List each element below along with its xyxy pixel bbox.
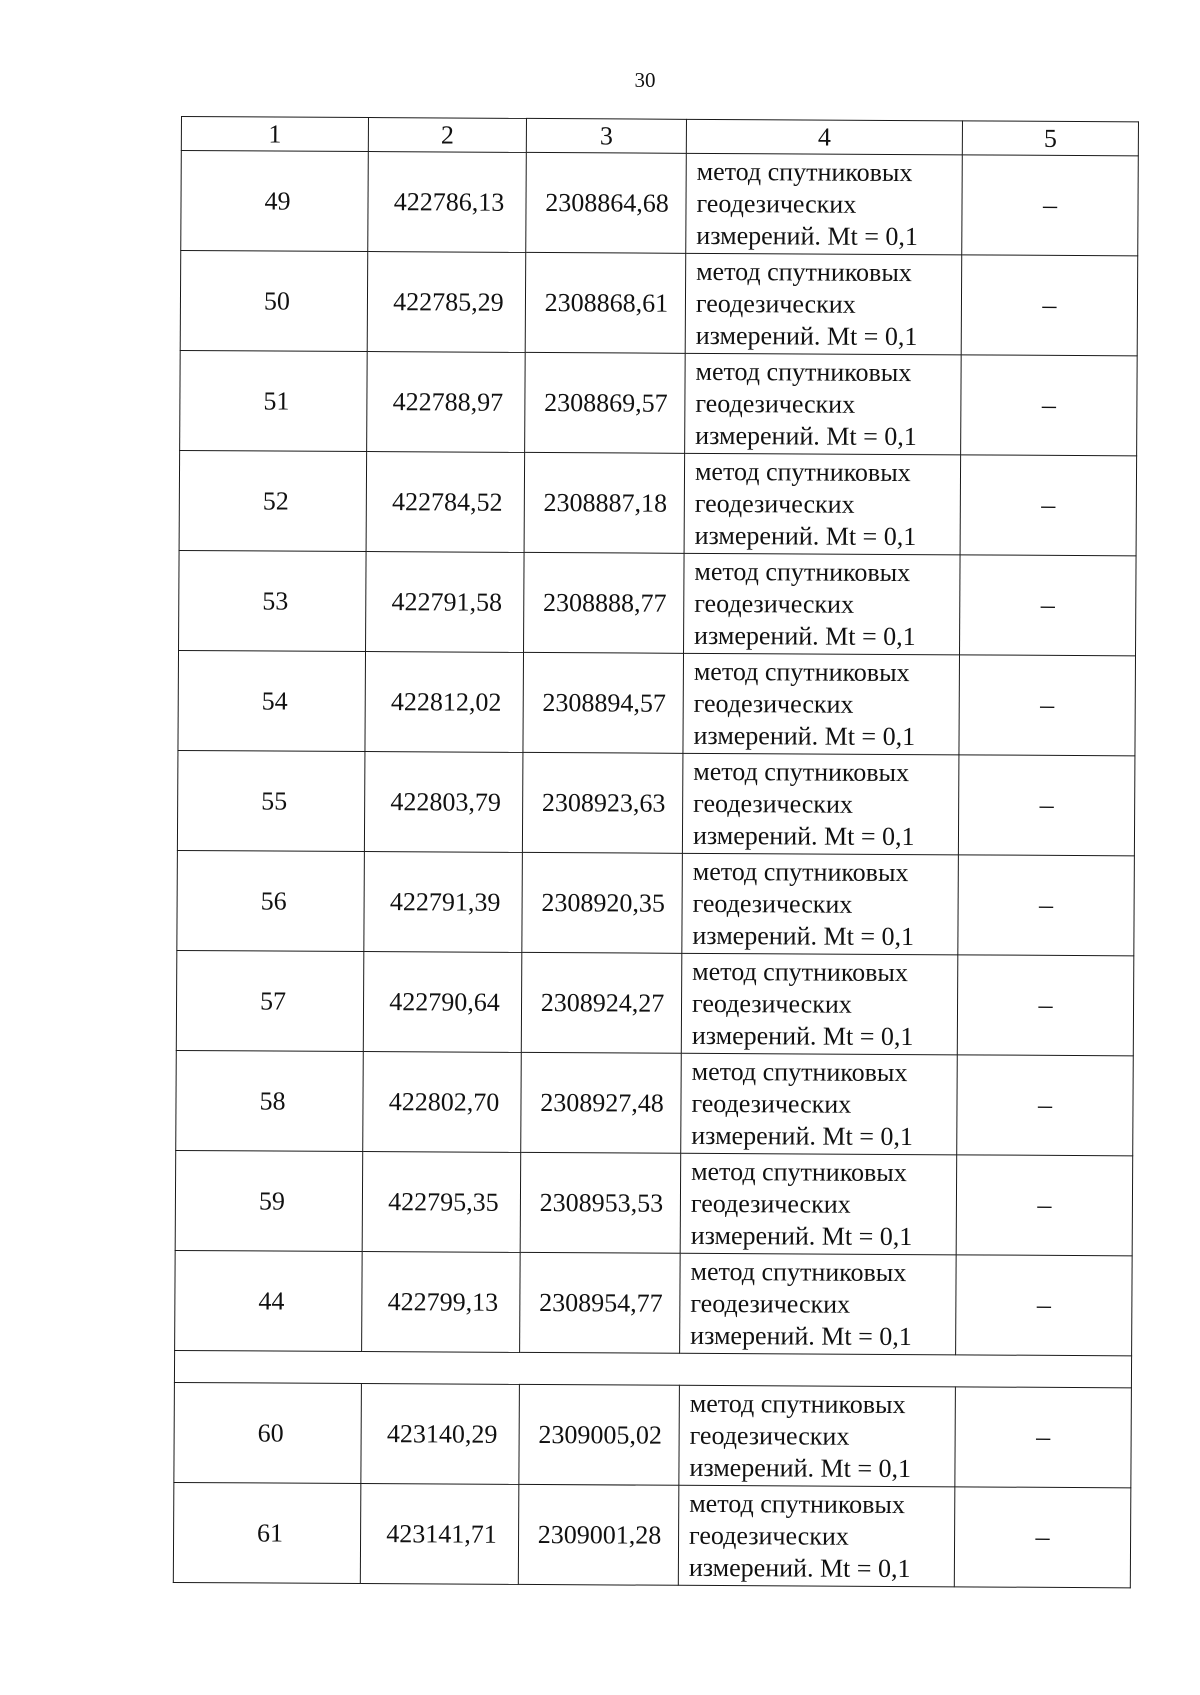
coordinate-x-cell: 422791,39 [364, 852, 523, 953]
method-line: измерений. Mt = 0,1 [693, 720, 916, 751]
method-line: измерений. Mt = 0,1 [690, 1220, 913, 1251]
coordinate-x-cell: 422786,13 [368, 152, 527, 253]
method-cell [681, 1053, 958, 1155]
coordinate-x-cell: 422790,64 [363, 952, 522, 1053]
table-row [173, 1482, 1131, 1587]
column-header: 2 [368, 118, 526, 153]
table-row [177, 750, 1135, 855]
coordinate-x-cell: 422799,13 [362, 1252, 521, 1353]
point-number-cell: 56 [177, 850, 365, 951]
method-cell [679, 1385, 956, 1487]
coordinate-x-cell: 423141,71 [360, 1484, 519, 1585]
note-cell: – [961, 355, 1138, 456]
method-cell [685, 253, 962, 355]
coordinate-x-cell: 422791,58 [366, 552, 525, 653]
point-number-cell: 61 [173, 1482, 361, 1583]
method-cell [678, 1485, 955, 1587]
table-row [179, 450, 1137, 555]
method-cell [682, 853, 959, 955]
method-line: геодезических [694, 488, 855, 519]
method-line: геодезических [691, 988, 852, 1019]
method-cell [680, 1153, 957, 1255]
coordinate-y-cell: 2308894,57 [523, 652, 684, 753]
method-line: геодезических [691, 1088, 852, 1119]
table-row [176, 950, 1134, 1055]
method-line: метод спутниковых [692, 856, 909, 887]
method-line: метод спутниковых [691, 1156, 907, 1187]
point-number-cell: 50 [180, 251, 368, 352]
table-row [175, 1150, 1133, 1255]
method-line: геодезических [695, 388, 856, 419]
method-line: измерений. Mt = 0,1 [691, 1120, 914, 1151]
method-line: геодезических [696, 188, 857, 219]
note-cell: – [958, 755, 1135, 856]
table-row [179, 550, 1137, 655]
coordinate-x-cell: 422812,02 [365, 652, 524, 753]
note-cell: – [960, 455, 1137, 556]
point-number-cell: 59 [175, 1150, 363, 1251]
table-row [180, 350, 1138, 455]
method-line: измерений. Mt = 0,1 [688, 1552, 911, 1583]
table-row [180, 251, 1138, 356]
method-line: измерений. Mt = 0,1 [694, 520, 917, 551]
method-cell [681, 953, 958, 1055]
page-number: 30 [634, 68, 656, 92]
method-line: геодезических [693, 788, 853, 819]
table-header-row [181, 117, 1138, 156]
column-header: 4 [686, 119, 962, 155]
method-line: измерений. Mt = 0,1 [691, 1020, 914, 1051]
note-cell: – [962, 155, 1139, 256]
coordinate-y-cell: 2308864,68 [526, 152, 687, 253]
coordinate-x-cell: 422788,97 [367, 352, 526, 453]
point-number-cell: 57 [176, 950, 364, 1051]
method-line: метод спутниковых [694, 556, 911, 587]
method-line: геодезических [689, 1420, 850, 1451]
point-number-cell: 60 [174, 1382, 362, 1483]
method-line: измерений. Mt = 0,1 [692, 920, 915, 951]
method-cell [684, 453, 961, 555]
method-line: измерений. Mt = 0,1 [694, 620, 916, 651]
separator-row [174, 1350, 1131, 1387]
coordinate-x-cell: 423140,29 [361, 1384, 520, 1485]
method-line: геодезических [695, 288, 856, 319]
method-cell [682, 753, 959, 855]
column-header: 1 [181, 117, 368, 152]
method-line: измерений. Mt = 0,1 [689, 1452, 912, 1483]
note-cell: – [954, 1487, 1131, 1588]
coordinate-x-cell: 422802,70 [363, 1052, 522, 1153]
point-number-cell: 49 [181, 151, 369, 252]
method-line: измерений. Mt = 0,1 [692, 820, 915, 851]
note-cell: – [961, 255, 1138, 356]
note-cell: – [956, 1155, 1133, 1256]
coordinate-x-cell: 422795,35 [362, 1152, 521, 1253]
note-cell: – [958, 855, 1135, 956]
method-line: измерений. Mt = 0,1 [696, 220, 919, 251]
column-header: 5 [962, 121, 1138, 156]
note-cell: – [957, 955, 1134, 1056]
method-line: метод спутниковых [689, 1388, 906, 1419]
coordinate-y-cell: 2308924,27 [521, 952, 682, 1053]
coordinate-y-cell: 2308923,63 [522, 752, 683, 853]
method-cell [684, 553, 961, 655]
point-number-cell: 54 [178, 650, 366, 751]
point-number-cell: 53 [179, 550, 367, 651]
separator-cell [174, 1350, 1131, 1387]
point-number-cell: 51 [180, 350, 368, 451]
point-number-cell: 44 [175, 1250, 363, 1351]
method-line: геодезических [690, 1288, 851, 1319]
method-cell [686, 153, 963, 255]
method-cell [685, 353, 962, 455]
method-line: геодезических [692, 888, 853, 919]
note-cell: – [959, 655, 1136, 756]
coordinate-y-cell: 2308953,53 [520, 1152, 681, 1253]
table-row [178, 650, 1136, 755]
method-line: геодезических [693, 688, 854, 719]
coordinates-table [173, 116, 1139, 1588]
point-number-cell: 52 [179, 450, 367, 551]
coordinate-y-cell: 2308869,57 [525, 352, 686, 453]
method-line: геодезических [694, 588, 855, 619]
note-cell: – [956, 1255, 1133, 1356]
coordinates-table-body [173, 117, 1138, 1588]
coordinate-y-cell: 2308920,35 [522, 852, 683, 953]
coordinate-y-cell: 2308954,77 [520, 1252, 681, 1353]
method-line: метод спутниковых [689, 1488, 906, 1519]
method-line: измерений. Mt = 0,1 [690, 1320, 912, 1351]
coordinate-y-cell: 2309001,28 [518, 1484, 679, 1585]
method-line: измерений. Mt = 0,1 [695, 320, 918, 351]
table-row [176, 1050, 1134, 1155]
method-line: метод спутниковых [696, 156, 913, 187]
method-cell [680, 1253, 957, 1355]
method-line: метод спутниковых [696, 256, 912, 287]
method-line: метод спутниковых [694, 456, 911, 487]
coordinate-x-cell: 422784,52 [366, 452, 525, 553]
coordinate-y-cell: 2308927,48 [521, 1052, 682, 1153]
coordinate-x-cell: 422803,79 [364, 752, 523, 853]
coordinate-x-cell: 422785,29 [367, 252, 526, 353]
table-row [177, 850, 1135, 955]
note-cell: – [957, 1055, 1134, 1156]
coordinate-y-cell: 2308887,18 [524, 452, 685, 553]
method-line: метод спутниковых [693, 656, 910, 687]
method-line: измерений. Mt = 0,1 [695, 420, 917, 451]
coordinate-y-cell: 2309005,02 [519, 1384, 680, 1485]
note-cell: – [955, 1387, 1132, 1488]
column-header: 3 [526, 118, 686, 153]
table-row [174, 1382, 1132, 1487]
coordinate-y-cell: 2308868,61 [525, 252, 686, 353]
method-line: метод спутниковых [695, 356, 912, 387]
method-line: геодезических [690, 1188, 851, 1219]
table-row [181, 151, 1139, 256]
method-cell [683, 653, 960, 755]
note-cell: – [960, 555, 1137, 656]
table-row [175, 1250, 1133, 1355]
method-line: метод спутниковых [691, 1056, 908, 1087]
method-line: метод спутниковых [690, 1256, 907, 1287]
method-line: метод спутниковых [692, 956, 909, 987]
point-number-cell: 58 [176, 1050, 364, 1151]
point-number-cell: 55 [177, 750, 365, 851]
method-line: метод спутниковых [693, 756, 910, 787]
method-line: геодезических [689, 1520, 849, 1551]
coordinate-y-cell: 2308888,77 [524, 552, 685, 653]
